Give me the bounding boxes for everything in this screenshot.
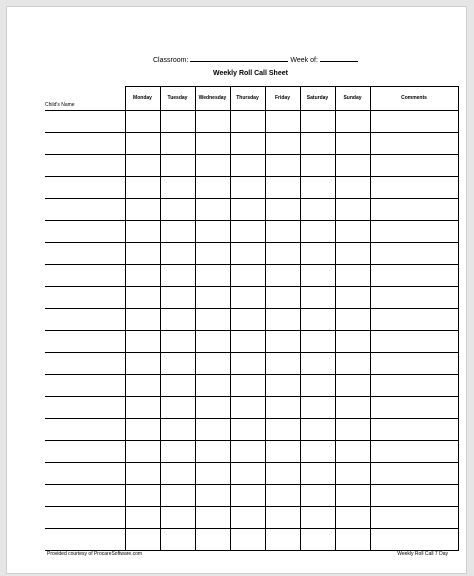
attendance-cell [335,374,370,396]
attendance-cell [335,154,370,176]
day-header-tuesday: Tuesday [160,87,195,111]
attendance-cell [160,154,195,176]
day-header-sunday: Sunday [335,87,370,111]
attendance-cell [300,286,335,308]
attendance-cell [265,198,300,220]
attendance-cell [265,484,300,506]
attendance-cell [160,198,195,220]
attendance-cell [160,176,195,198]
attendance-cell [160,286,195,308]
attendance-cell [230,462,265,484]
attendance-cell [195,308,230,330]
day-header-wednesday: Wednesday [195,87,230,111]
attendance-cell [300,440,335,462]
week-blank [320,54,358,62]
attendance-cell [335,198,370,220]
childs-name-header: Child's Name [45,87,125,111]
attendance-cell [125,352,160,374]
classroom-label: Classroom: [153,57,189,64]
attendance-cell [125,264,160,286]
attendance-cell [335,110,370,132]
attendance-cell [195,484,230,506]
attendance-cell [230,176,265,198]
attendance-cell [195,110,230,132]
attendance-cell [300,352,335,374]
attendance-cell [265,462,300,484]
attendance-cell [335,528,370,550]
attendance-cell [265,308,300,330]
attendance-cell [300,418,335,440]
day-header-monday: Monday [125,87,160,111]
attendance-cell [230,352,265,374]
attendance-cell [230,220,265,242]
attendance-cell [265,132,300,154]
footer-form-name: Weekly Roll Call 7 Day [397,551,448,557]
attendance-cell [265,110,300,132]
attendance-cell [230,418,265,440]
attendance-cell [160,220,195,242]
comments-cell [370,528,458,550]
attendance-cell [160,110,195,132]
attendance-cell [335,176,370,198]
attendance-cell [335,440,370,462]
attendance-cell [125,132,160,154]
attendance-cell [300,462,335,484]
comments-header: Comments [370,87,458,111]
attendance-cell [230,440,265,462]
attendance-cell [300,506,335,528]
attendance-cell [160,462,195,484]
table-row [45,462,458,484]
attendance-cell [230,132,265,154]
comments-cell [370,462,458,484]
attendance-cell [230,528,265,550]
comments-cell [370,264,458,286]
childs-name-cell [45,176,125,198]
attendance-cell [230,198,265,220]
attendance-cell [265,352,300,374]
table-row [45,286,458,308]
childs-name-cell [45,462,125,484]
table-row [45,176,458,198]
attendance-cell [125,396,160,418]
attendance-cell [195,132,230,154]
attendance-cell [160,440,195,462]
childs-name-cell [45,132,125,154]
attendance-cell [265,176,300,198]
table-row [45,418,458,440]
attendance-cell [300,484,335,506]
attendance-cell [335,462,370,484]
attendance-cell [300,242,335,264]
day-header-saturday: Saturday [300,87,335,111]
attendance-cell [195,440,230,462]
attendance-cell [125,286,160,308]
table-row [45,308,458,330]
attendance-cell [195,264,230,286]
attendance-cell [335,352,370,374]
attendance-cell [265,286,300,308]
comments-cell [370,506,458,528]
attendance-cell [125,418,160,440]
comments-cell [370,242,458,264]
attendance-cell [125,506,160,528]
comments-cell [370,154,458,176]
table-body [45,110,458,550]
attendance-cell [125,528,160,550]
attendance-cell [265,264,300,286]
attendance-cell [265,154,300,176]
attendance-cell [230,506,265,528]
attendance-cell [160,242,195,264]
comments-cell [370,110,458,132]
table-row [45,396,458,418]
attendance-cell [160,264,195,286]
day-header-friday: Friday [265,87,300,111]
attendance-cell [195,506,230,528]
attendance-cell [195,374,230,396]
attendance-cell [160,396,195,418]
attendance-cell [125,176,160,198]
childs-name-cell [45,330,125,352]
attendance-cell [160,528,195,550]
attendance-cell [300,220,335,242]
attendance-cell [300,176,335,198]
attendance-cell [195,176,230,198]
attendance-cell [195,330,230,352]
attendance-cell [195,154,230,176]
attendance-cell [230,110,265,132]
classroom-blank [190,54,288,62]
attendance-cell [195,418,230,440]
attendance-cell [265,440,300,462]
comments-cell [370,352,458,374]
attendance-cell [160,352,195,374]
attendance-cell [160,506,195,528]
document-page [6,6,467,574]
attendance-cell [230,374,265,396]
attendance-cell [335,242,370,264]
attendance-cell [125,440,160,462]
attendance-cell [335,506,370,528]
attendance-cell [300,198,335,220]
attendance-cell [195,396,230,418]
childs-name-cell [45,418,125,440]
table-row [45,352,458,374]
comments-cell [370,396,458,418]
table-row [45,330,458,352]
attendance-cell [125,110,160,132]
attendance-cell [230,154,265,176]
comments-cell [370,440,458,462]
attendance-cell [335,286,370,308]
attendance-cell [300,132,335,154]
attendance-cell [265,506,300,528]
attendance-cell [160,308,195,330]
attendance-cell [300,110,335,132]
childs-name-cell [45,110,125,132]
attendance-cell [230,242,265,264]
attendance-cell [300,374,335,396]
attendance-cell [160,132,195,154]
childs-name-cell [45,484,125,506]
attendance-cell [265,330,300,352]
attendance-cell [335,418,370,440]
attendance-cell [195,220,230,242]
comments-cell [370,418,458,440]
table-row [45,198,458,220]
table-row [45,484,458,506]
attendance-cell [335,308,370,330]
attendance-cell [335,220,370,242]
comments-cell [370,308,458,330]
attendance-cell [195,286,230,308]
attendance-cell [300,154,335,176]
attendance-cell [125,484,160,506]
childs-name-cell [45,506,125,528]
childs-name-cell [45,396,125,418]
table-row [45,220,458,242]
childs-name-cell [45,528,125,550]
attendance-cell [230,330,265,352]
attendance-cell [230,264,265,286]
attendance-cell [160,330,195,352]
childs-name-cell [45,198,125,220]
comments-cell [370,220,458,242]
childs-name-cell [45,242,125,264]
table-row [45,264,458,286]
attendance-cell [335,396,370,418]
attendance-cell [300,308,335,330]
childs-name-cell [45,220,125,242]
comments-cell [370,374,458,396]
table-row [45,242,458,264]
week-label: Week of: [290,57,318,64]
table-row [45,132,458,154]
comments-cell [370,176,458,198]
day-header-thursday: Thursday [230,87,265,111]
table-header-row [45,87,458,111]
attendance-cell [195,198,230,220]
table-row [45,374,458,396]
table-row [45,154,458,176]
attendance-cell [125,242,160,264]
attendance-cell [125,374,160,396]
childs-name-cell [45,440,125,462]
childs-name-cell [45,286,125,308]
attendance-cell [195,352,230,374]
roll-call-table [45,86,458,551]
attendance-cell [125,154,160,176]
childs-name-cell [45,374,125,396]
attendance-cell [160,374,195,396]
attendance-cell [300,264,335,286]
comments-cell [370,198,458,220]
attendance-cell [230,484,265,506]
attendance-cell [195,242,230,264]
attendance-cell [125,198,160,220]
attendance-cell [300,528,335,550]
sheet-title: Weekly Roll Call Sheet [213,70,288,77]
comments-cell [370,286,458,308]
attendance-cell [265,418,300,440]
attendance-cell [125,220,160,242]
attendance-cell [230,286,265,308]
table-row [45,506,458,528]
childs-name-cell [45,264,125,286]
attendance-cell [230,308,265,330]
attendance-cell [265,528,300,550]
attendance-cell [335,132,370,154]
attendance-cell [335,484,370,506]
attendance-cell [125,308,160,330]
attendance-cell [160,484,195,506]
attendance-cell [125,462,160,484]
attendance-cell [195,528,230,550]
comments-cell [370,330,458,352]
header-fields [153,54,358,64]
comments-cell [370,132,458,154]
attendance-cell [160,418,195,440]
comments-cell [370,484,458,506]
attendance-cell [265,374,300,396]
table-row [45,440,458,462]
table-row [45,528,458,550]
attendance-cell [335,330,370,352]
footer-credit: Provided courtesy of ProcareSoftware.com [47,551,143,557]
childs-name-cell [45,308,125,330]
attendance-cell [265,396,300,418]
table-row [45,110,458,132]
attendance-cell [265,220,300,242]
attendance-cell [230,396,265,418]
childs-name-cell [45,352,125,374]
attendance-cell [335,264,370,286]
attendance-cell [265,242,300,264]
attendance-cell [300,396,335,418]
attendance-cell [195,462,230,484]
attendance-cell [300,330,335,352]
attendance-cell [125,330,160,352]
childs-name-cell [45,154,125,176]
